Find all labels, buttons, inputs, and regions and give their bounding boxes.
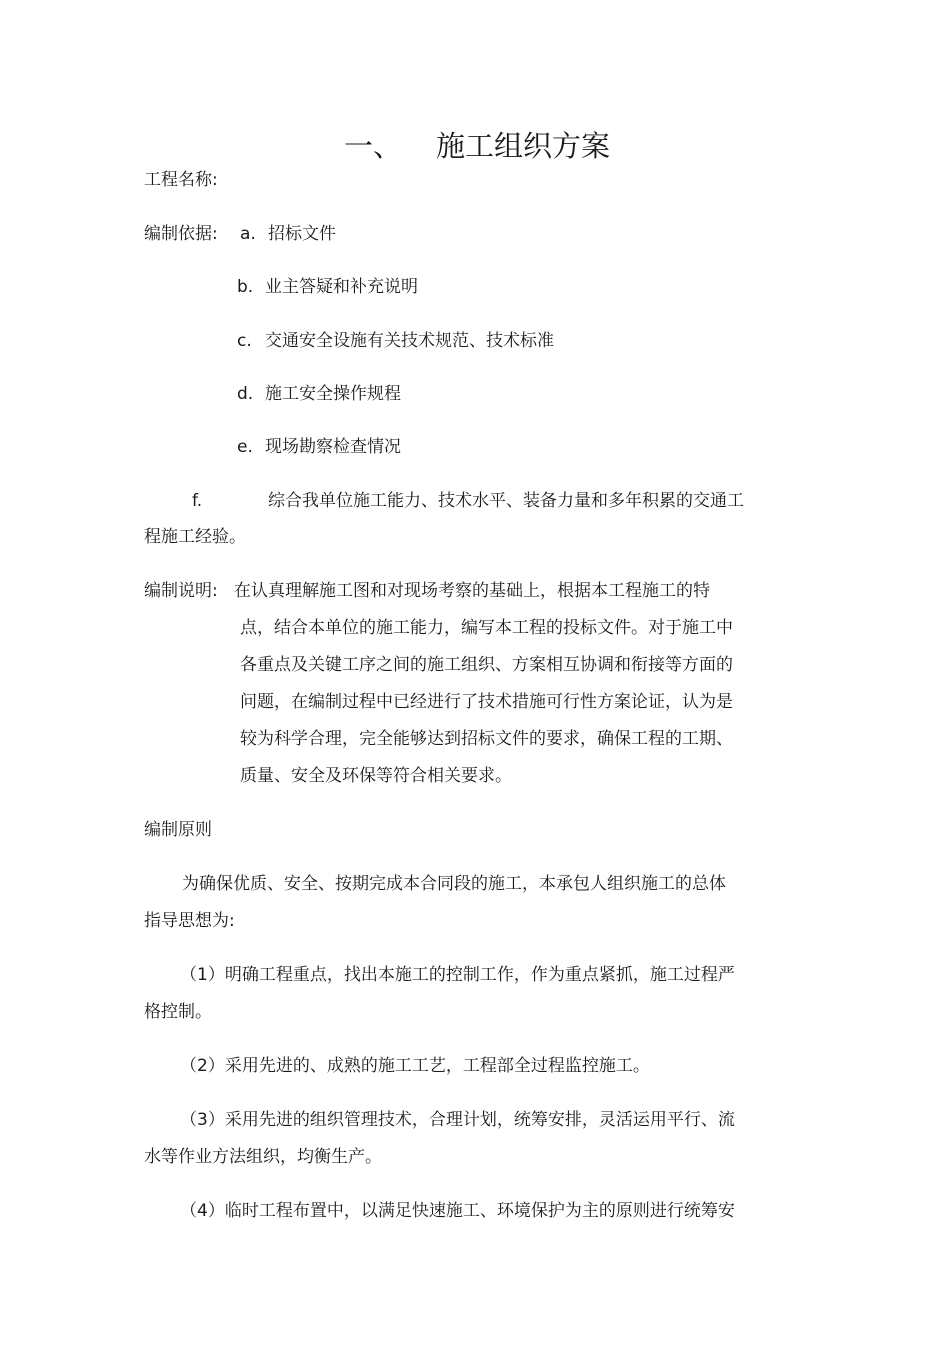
principle-3-line: （3）采用先进的组织管理技术，合理计划，统筹安排，灵活运用平行、流 (180, 1110, 735, 1130)
principles-heading: 编制原则 (144, 820, 212, 840)
principle-1-line: 格控制。 (144, 1002, 212, 1022)
title-number: 一、 (344, 129, 403, 163)
basis-item-a (240, 224, 336, 244)
basis-item-c (237, 331, 554, 351)
basis-item-text: 现场勘察检查情况 (265, 437, 401, 457)
principle-4: （4）临时工程布置中，以满足快速施工、环境保护为主的原则进行统筹安 (180, 1201, 735, 1221)
explanation-line: 问题，在编制过程中已经进行了技术措施可行性方案论证，认为是 (240, 692, 733, 712)
title-text: 施工组织方案 (436, 129, 611, 163)
basis-item-letter: b. (237, 277, 254, 297)
basis-item-d (237, 384, 401, 404)
explanation-line: 质量、安全及环保等符合相关要求。 (240, 766, 512, 786)
basis-item-letter: d. (237, 384, 254, 404)
principle-3-line: 水等作业方法组织，均衡生产。 (144, 1147, 382, 1167)
explanation-line: 在认真理解施工图和对现场考察的基础上，根据本工程施工的特 (234, 581, 710, 601)
basis-label: 编制依据: (144, 224, 218, 244)
basis-item-text: 招标文件 (268, 224, 336, 244)
basis-item-text: 交通安全设施有关技术规范、技术标准 (265, 331, 554, 351)
basis-item-f-letter: f. (192, 491, 203, 511)
explanation-line: 点，结合本单位的施工能力，编写本工程的投标文件。对于施工中 (240, 618, 733, 638)
explanation-line: 各重点及关键工序之间的施工组织、方案相互协调和衔接等方面的 (240, 655, 733, 675)
explanation-label: 编制说明: (144, 581, 218, 601)
principles-intro-line: 为确保优质、安全、按期完成本合同段的施工，本承包人组织施工的总体 (182, 874, 726, 894)
basis-item-e (237, 437, 401, 457)
basis-item-f-line1: 综合我单位施工能力、技术水平、装备力量和多年积累的交通工 (268, 491, 744, 511)
principles-intro-line: 指导思想为: (144, 911, 235, 931)
page-title (0, 128, 950, 164)
basis-item-text: 业主答疑和补充说明 (265, 277, 418, 297)
basis-item-letter: e. (237, 437, 253, 457)
basis-item-letter: c. (237, 331, 252, 351)
basis-item-text: 施工安全操作规程 (265, 384, 401, 404)
principle-2: （2）采用先进的、成熟的施工工艺，工程部全过程监控施工。 (180, 1056, 650, 1076)
principle-1-line: （1）明确工程重点，找出本施工的控制工作，作为重点紧抓，施工过程严 (180, 965, 735, 985)
basis-item-b (237, 277, 418, 297)
project-name-label: 工程名称: (144, 170, 218, 190)
basis-item-letter: a. (240, 224, 256, 244)
explanation-line: 较为科学合理，完全能够达到招标文件的要求，确保工程的工期、 (240, 729, 733, 749)
basis-item-f-line2: 程施工经验。 (144, 527, 246, 547)
